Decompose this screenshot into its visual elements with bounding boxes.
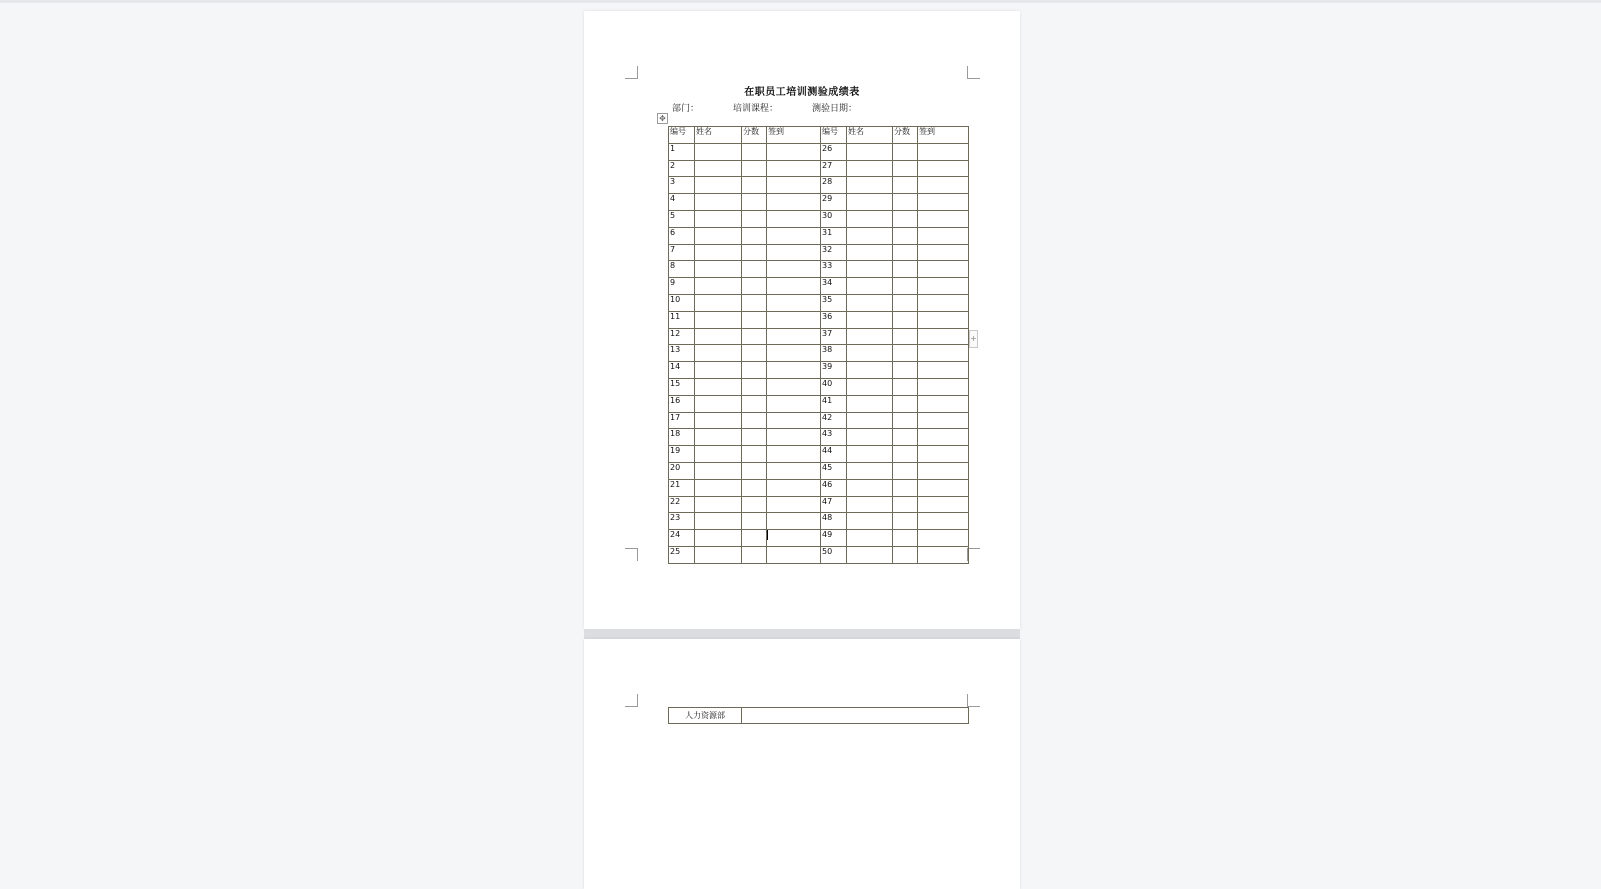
table-cell[interactable] bbox=[847, 479, 893, 496]
table-cell[interactable] bbox=[847, 177, 893, 194]
table-row bbox=[669, 496, 969, 513]
header-cell[interactable]: 分数 bbox=[893, 127, 918, 144]
table-cell[interactable] bbox=[742, 160, 767, 177]
table-cell[interactable] bbox=[742, 143, 767, 160]
id-cell[interactable]: 44 bbox=[821, 446, 847, 463]
footer-table[interactable] bbox=[668, 707, 969, 724]
table-cell[interactable] bbox=[918, 530, 969, 547]
id-cell[interactable]: 50 bbox=[821, 546, 847, 563]
table-cell[interactable] bbox=[847, 462, 893, 479]
id-cell[interactable]: 48 bbox=[821, 513, 847, 530]
id-cell[interactable]: 5 bbox=[669, 210, 695, 227]
table-cell[interactable] bbox=[918, 143, 969, 160]
id-cell[interactable]: 9 bbox=[669, 278, 695, 295]
id-cell[interactable]: 17 bbox=[669, 412, 695, 429]
id-cell[interactable]: 11 bbox=[669, 311, 695, 328]
table-row bbox=[669, 244, 969, 261]
table-cell[interactable] bbox=[847, 345, 893, 362]
id-cell[interactable]: 16 bbox=[669, 395, 695, 412]
date-label[interactable]: 测验日期： bbox=[812, 104, 858, 114]
table-cell[interactable] bbox=[918, 294, 969, 311]
table-row bbox=[669, 210, 969, 227]
table-cell[interactable] bbox=[918, 378, 969, 395]
table-cell[interactable] bbox=[742, 227, 767, 244]
header-cell[interactable]: 姓名 bbox=[847, 127, 893, 144]
id-cell[interactable]: 18 bbox=[669, 429, 695, 446]
header-cell[interactable]: 分数 bbox=[742, 127, 767, 144]
id-cell[interactable]: 29 bbox=[821, 194, 847, 211]
id-cell[interactable]: 46 bbox=[821, 479, 847, 496]
table-cell[interactable] bbox=[742, 496, 767, 513]
table-cell[interactable] bbox=[893, 328, 918, 345]
table-row bbox=[669, 160, 969, 177]
table-cell[interactable] bbox=[847, 362, 893, 379]
table-cell[interactable] bbox=[893, 227, 918, 244]
table-cell[interactable] bbox=[695, 395, 742, 412]
id-cell[interactable]: 7 bbox=[669, 244, 695, 261]
table-cell[interactable] bbox=[847, 412, 893, 429]
table-cell[interactable] bbox=[847, 261, 893, 278]
table-cell[interactable] bbox=[767, 278, 821, 295]
table-cell[interactable] bbox=[695, 513, 742, 530]
table-cell[interactable] bbox=[918, 546, 969, 563]
table-cell[interactable] bbox=[893, 378, 918, 395]
table-cell[interactable] bbox=[893, 311, 918, 328]
table-cell[interactable] bbox=[767, 462, 821, 479]
table-row bbox=[669, 177, 969, 194]
course-label[interactable]: 培训课程： bbox=[733, 104, 779, 114]
table-cell[interactable] bbox=[918, 345, 969, 362]
table-cell[interactable] bbox=[847, 395, 893, 412]
table-cell[interactable] bbox=[893, 496, 918, 513]
table-cell[interactable] bbox=[893, 210, 918, 227]
table-cell[interactable] bbox=[893, 294, 918, 311]
table-cell[interactable] bbox=[767, 345, 821, 362]
table-row bbox=[669, 194, 969, 211]
table-cell[interactable] bbox=[847, 210, 893, 227]
id-cell[interactable]: 38 bbox=[821, 345, 847, 362]
table-cell[interactable] bbox=[742, 395, 767, 412]
table-cell[interactable] bbox=[918, 227, 969, 244]
document-page-1[interactable] bbox=[584, 11, 1020, 629]
id-cell[interactable]: 36 bbox=[821, 311, 847, 328]
table-row bbox=[669, 446, 969, 463]
id-cell[interactable]: 14 bbox=[669, 362, 695, 379]
table-cell[interactable] bbox=[767, 378, 821, 395]
table-cell[interactable] bbox=[742, 546, 767, 563]
id-cell[interactable]: 21 bbox=[669, 479, 695, 496]
margin-corner-top-left bbox=[625, 694, 638, 707]
id-cell[interactable]: 8 bbox=[669, 261, 695, 278]
id-cell[interactable]: 12 bbox=[669, 328, 695, 345]
table-cell[interactable] bbox=[893, 261, 918, 278]
id-cell[interactable]: 39 bbox=[821, 362, 847, 379]
table-row bbox=[669, 462, 969, 479]
header-cell[interactable]: 姓名 bbox=[695, 127, 742, 144]
table-cell[interactable] bbox=[918, 244, 969, 261]
table-cell[interactable] bbox=[893, 160, 918, 177]
id-cell[interactable]: 43 bbox=[821, 429, 847, 446]
table-cell[interactable] bbox=[742, 261, 767, 278]
table-row bbox=[669, 227, 969, 244]
table-cell[interactable] bbox=[847, 496, 893, 513]
table-row bbox=[669, 278, 969, 295]
id-cell[interactable]: 41 bbox=[821, 395, 847, 412]
table-cell[interactable] bbox=[742, 412, 767, 429]
table-cell[interactable] bbox=[918, 311, 969, 328]
table-row bbox=[669, 362, 969, 379]
table-cell[interactable] bbox=[742, 378, 767, 395]
table-cell[interactable] bbox=[742, 294, 767, 311]
table-row bbox=[669, 311, 969, 328]
table-cell[interactable] bbox=[742, 513, 767, 530]
table-cell[interactable] bbox=[893, 362, 918, 379]
table-cell[interactable] bbox=[847, 513, 893, 530]
table-cell[interactable] bbox=[767, 362, 821, 379]
document-title[interactable]: 在职员工培训测验成绩表 bbox=[744, 87, 860, 98]
document-page-2[interactable] bbox=[584, 639, 1020, 889]
table-cell[interactable] bbox=[893, 429, 918, 446]
table-row bbox=[669, 546, 969, 563]
table-cell[interactable] bbox=[695, 278, 742, 295]
table-cell[interactable] bbox=[767, 227, 821, 244]
table-row bbox=[669, 328, 969, 345]
table-cell[interactable] bbox=[695, 194, 742, 211]
table-cell[interactable] bbox=[918, 479, 969, 496]
table-cell[interactable] bbox=[893, 462, 918, 479]
table-cell[interactable] bbox=[893, 345, 918, 362]
table-cell[interactable] bbox=[767, 479, 821, 496]
table-cell[interactable] bbox=[767, 496, 821, 513]
table-cell[interactable] bbox=[742, 244, 767, 261]
table-cell[interactable] bbox=[742, 345, 767, 362]
table-cell[interactable] bbox=[767, 210, 821, 227]
table-cell[interactable] bbox=[918, 261, 969, 278]
table-cell[interactable] bbox=[893, 412, 918, 429]
table-row bbox=[669, 513, 969, 530]
id-cell[interactable]: 35 bbox=[821, 294, 847, 311]
table-cell[interactable] bbox=[893, 530, 918, 547]
table-cell[interactable] bbox=[847, 311, 893, 328]
id-cell[interactable]: 13 bbox=[669, 345, 695, 362]
id-cell[interactable]: 20 bbox=[669, 462, 695, 479]
table-cell[interactable] bbox=[918, 194, 969, 211]
table-cell[interactable] bbox=[695, 496, 742, 513]
id-cell[interactable]: 37 bbox=[821, 328, 847, 345]
table-cell[interactable] bbox=[695, 462, 742, 479]
header-cell[interactable]: 签到 bbox=[918, 127, 969, 144]
table-cell[interactable] bbox=[767, 294, 821, 311]
id-cell[interactable]: 2 bbox=[669, 160, 695, 177]
table-cell[interactable] bbox=[893, 513, 918, 530]
table-cell[interactable] bbox=[918, 160, 969, 177]
table-header-row bbox=[669, 127, 969, 144]
table-cell[interactable] bbox=[918, 462, 969, 479]
table-cell[interactable] bbox=[918, 496, 969, 513]
table-cell[interactable] bbox=[767, 446, 821, 463]
table-cell[interactable] bbox=[918, 429, 969, 446]
table-cell[interactable] bbox=[918, 362, 969, 379]
table-cell[interactable] bbox=[767, 546, 821, 563]
table-cell[interactable] bbox=[918, 328, 969, 345]
table-cell[interactable] bbox=[893, 479, 918, 496]
id-cell[interactable]: 15 bbox=[669, 378, 695, 395]
top-border bbox=[0, 0, 1601, 3]
table-cell[interactable] bbox=[893, 143, 918, 160]
table-cell[interactable] bbox=[742, 362, 767, 379]
table-cell[interactable] bbox=[767, 244, 821, 261]
table-cell[interactable] bbox=[695, 345, 742, 362]
table-cell[interactable] bbox=[767, 328, 821, 345]
table-cell[interactable] bbox=[695, 227, 742, 244]
table-cell[interactable] bbox=[847, 294, 893, 311]
table-cell[interactable] bbox=[893, 177, 918, 194]
table-cell[interactable] bbox=[767, 530, 821, 547]
table-cell[interactable] bbox=[847, 160, 893, 177]
table-row bbox=[669, 261, 969, 278]
header-cell[interactable]: 签到 bbox=[767, 127, 821, 144]
table-cell[interactable] bbox=[695, 378, 742, 395]
table-cell[interactable] bbox=[893, 446, 918, 463]
id-cell[interactable]: 25 bbox=[669, 546, 695, 563]
table-cell[interactable] bbox=[695, 479, 742, 496]
table-cell[interactable] bbox=[742, 462, 767, 479]
table-cell[interactable] bbox=[893, 278, 918, 295]
table-cell[interactable] bbox=[742, 194, 767, 211]
table-cell[interactable] bbox=[695, 177, 742, 194]
table-cell[interactable] bbox=[847, 530, 893, 547]
id-cell[interactable]: 45 bbox=[821, 462, 847, 479]
table-row bbox=[669, 294, 969, 311]
table-row bbox=[669, 530, 969, 547]
id-cell[interactable]: 47 bbox=[821, 496, 847, 513]
table-cell[interactable] bbox=[695, 311, 742, 328]
id-cell[interactable]: 24 bbox=[669, 530, 695, 547]
table-cell[interactable] bbox=[767, 177, 821, 194]
id-cell[interactable]: 6 bbox=[669, 227, 695, 244]
table-cell[interactable] bbox=[695, 446, 742, 463]
table-cell[interactable] bbox=[695, 362, 742, 379]
table-cell[interactable] bbox=[918, 210, 969, 227]
table-cell[interactable] bbox=[695, 546, 742, 563]
table-cell[interactable] bbox=[742, 177, 767, 194]
table-row bbox=[669, 412, 969, 429]
table-cell[interactable] bbox=[742, 530, 767, 547]
table-cell[interactable] bbox=[847, 227, 893, 244]
table-cell[interactable] bbox=[918, 446, 969, 463]
table-cell[interactable] bbox=[847, 328, 893, 345]
table-cell[interactable] bbox=[918, 395, 969, 412]
table-move-handle-icon[interactable]: ✥ bbox=[657, 113, 668, 124]
table-cell[interactable] bbox=[893, 244, 918, 261]
table-cell[interactable] bbox=[695, 210, 742, 227]
id-cell[interactable]: 22 bbox=[669, 496, 695, 513]
table-cell[interactable] bbox=[893, 194, 918, 211]
id-cell[interactable]: 42 bbox=[821, 412, 847, 429]
id-cell[interactable]: 49 bbox=[821, 530, 847, 547]
table-cell[interactable] bbox=[695, 328, 742, 345]
id-cell[interactable]: 31 bbox=[821, 227, 847, 244]
table-cell[interactable] bbox=[847, 194, 893, 211]
page-separator bbox=[584, 629, 1020, 639]
margin-corner-top-right bbox=[967, 694, 980, 707]
header-cell[interactable]: 编号 bbox=[821, 127, 847, 144]
table-cell[interactable] bbox=[918, 278, 969, 295]
table-cell[interactable] bbox=[742, 479, 767, 496]
table-row bbox=[669, 395, 969, 412]
table-cell[interactable] bbox=[847, 378, 893, 395]
table-row bbox=[669, 479, 969, 496]
table-cell[interactable] bbox=[695, 412, 742, 429]
table-row bbox=[669, 429, 969, 446]
table-cell[interactable] bbox=[767, 160, 821, 177]
table-cell[interactable] bbox=[742, 328, 767, 345]
table-cell[interactable] bbox=[742, 429, 767, 446]
id-cell[interactable]: 30 bbox=[821, 210, 847, 227]
table-cell[interactable] bbox=[767, 429, 821, 446]
table-cell[interactable] bbox=[893, 395, 918, 412]
margin-corner-top-left bbox=[625, 66, 638, 79]
table-cell[interactable] bbox=[767, 412, 821, 429]
id-cell[interactable]: 34 bbox=[821, 278, 847, 295]
margin-corner-bottom-left bbox=[625, 548, 638, 561]
table-cell[interactable] bbox=[742, 311, 767, 328]
id-cell[interactable]: 40 bbox=[821, 378, 847, 395]
table-cell[interactable] bbox=[695, 143, 742, 160]
table-row bbox=[669, 345, 969, 362]
table-cell[interactable] bbox=[918, 513, 969, 530]
table-cell[interactable] bbox=[847, 546, 893, 563]
table-cell[interactable] bbox=[767, 194, 821, 211]
table-cell[interactable] bbox=[695, 429, 742, 446]
table-cell[interactable] bbox=[767, 513, 821, 530]
table-cell[interactable] bbox=[767, 395, 821, 412]
id-cell[interactable]: 27 bbox=[821, 160, 847, 177]
table-cell[interactable] bbox=[847, 278, 893, 295]
table-cell[interactable] bbox=[847, 143, 893, 160]
table-cell[interactable] bbox=[847, 429, 893, 446]
table-cell[interactable] bbox=[893, 546, 918, 563]
table-row bbox=[669, 143, 969, 160]
table-cell[interactable] bbox=[847, 446, 893, 463]
table-cell[interactable] bbox=[767, 311, 821, 328]
header-cell[interactable]: 编号 bbox=[669, 127, 695, 144]
table-cell[interactable] bbox=[918, 412, 969, 429]
table-cell[interactable] bbox=[695, 244, 742, 261]
table-cell[interactable] bbox=[695, 294, 742, 311]
id-cell[interactable]: 33 bbox=[821, 261, 847, 278]
id-cell[interactable]: 26 bbox=[821, 143, 847, 160]
table-cell[interactable] bbox=[695, 530, 742, 547]
table-cell[interactable] bbox=[847, 244, 893, 261]
table-cell[interactable] bbox=[742, 446, 767, 463]
table-cell[interactable] bbox=[742, 278, 767, 295]
table-cell[interactable] bbox=[767, 261, 821, 278]
footer-empty-cell[interactable] bbox=[742, 708, 969, 724]
footer-department-cell[interactable]: 人力资源部 bbox=[669, 708, 742, 724]
id-cell[interactable]: 19 bbox=[669, 446, 695, 463]
id-cell[interactable]: 4 bbox=[669, 194, 695, 211]
id-cell[interactable]: 23 bbox=[669, 513, 695, 530]
id-cell[interactable]: 10 bbox=[669, 294, 695, 311]
text-cursor bbox=[767, 530, 768, 540]
id-cell[interactable]: 1 bbox=[669, 143, 695, 160]
table-cell[interactable] bbox=[695, 261, 742, 278]
table-cell[interactable] bbox=[767, 143, 821, 160]
add-column-icon[interactable]: + bbox=[969, 330, 978, 348]
table-cell[interactable] bbox=[742, 210, 767, 227]
department-label[interactable]: 部门： bbox=[672, 104, 700, 114]
margin-corner-top-right bbox=[967, 66, 980, 79]
id-cell[interactable]: 3 bbox=[669, 177, 695, 194]
score-table[interactable] bbox=[668, 126, 969, 564]
id-cell[interactable]: 32 bbox=[821, 244, 847, 261]
table-row bbox=[669, 378, 969, 395]
table-cell[interactable] bbox=[918, 177, 969, 194]
id-cell[interactable]: 28 bbox=[821, 177, 847, 194]
table-cell[interactable] bbox=[695, 160, 742, 177]
